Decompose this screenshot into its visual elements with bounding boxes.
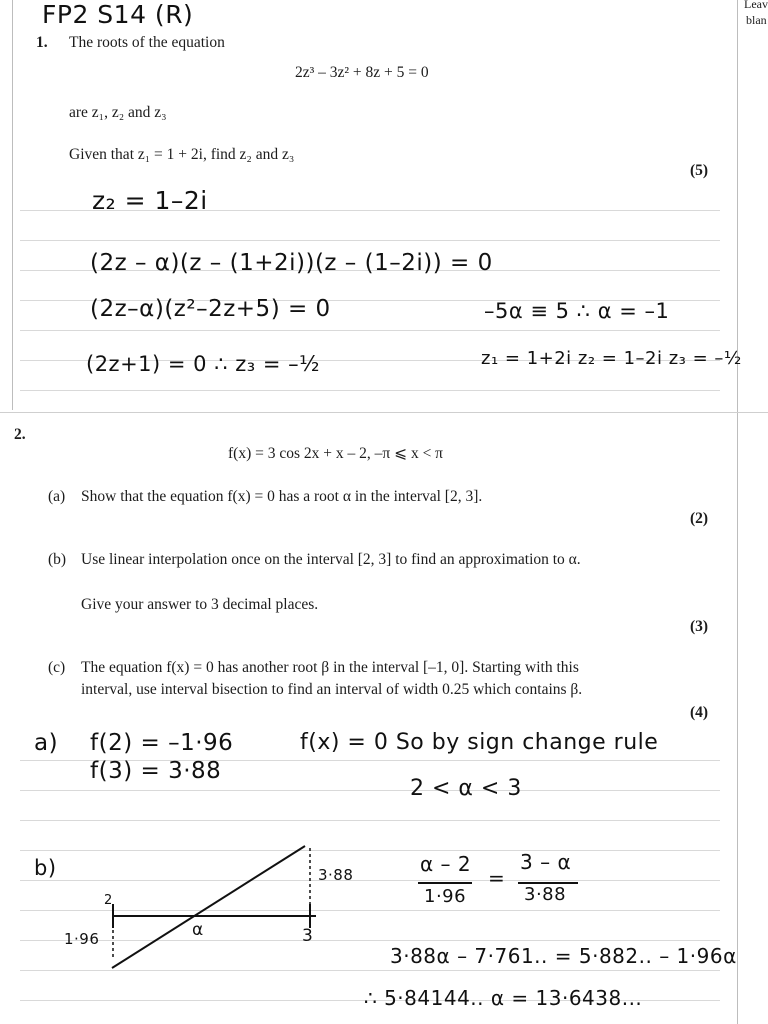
ratio-left-denominator: 1·96 xyxy=(424,886,467,907)
working-alpha: –5α ≡ 5 ∴ α = –1 xyxy=(484,299,670,323)
part-a-text: Show that the equation f(x) = 0 has a root α in the interval [2, 3]. xyxy=(81,488,483,505)
ratio-right-denominator: 3·88 xyxy=(524,884,567,905)
part-b-label: (b) xyxy=(48,551,67,568)
question-1-number: 1. xyxy=(36,34,48,51)
leave-blank-label-2: blan xyxy=(746,13,767,27)
ratio-right-numerator: 3 – α xyxy=(520,850,572,874)
working-b-label: b) xyxy=(34,856,57,880)
question-1-given: Given that z₁ = 1 + 2i, find z₂ and z₃ xyxy=(69,146,295,163)
question-2-number: 2. xyxy=(14,426,26,443)
ratio-left-numerator: α – 2 xyxy=(420,852,472,876)
question-1-equation: 2z³ – 3z² + 8z + 5 = 0 xyxy=(295,64,429,81)
part-c-marks: (4) xyxy=(690,704,709,721)
working-z2: z₂ = 1–2i xyxy=(92,186,208,215)
question-2-function: f(x) = 3 cos 2x + x – 2, –π ⩽ x < π xyxy=(228,445,444,462)
question-1-intro: The roots of the equation xyxy=(69,34,225,51)
working-summary: z₁ = 1+2i z₂ = 1–2i z₃ = –½ xyxy=(481,348,742,369)
working-z3: (2z+1) = 0 ∴ z₃ = –½ xyxy=(86,352,320,376)
question-1-roots: are z₁, z₂ and z₃ xyxy=(69,104,167,121)
working-sign-change: f(x) = 0 So by sign change rule xyxy=(300,730,659,755)
margin-title: FP2 S14 (R) xyxy=(42,0,194,29)
leave-blank-label: Leav xyxy=(744,0,768,11)
part-b-text: Use linear interpolation once on the interval [2, 3] to find an approximation to α. xyxy=(81,551,581,568)
part-b-marks: (3) xyxy=(690,618,709,635)
working-factorisation: (2z – α)(z – (1+2i))(z – (1–2i)) = 0 xyxy=(90,250,493,276)
sketch-label-3: 3 xyxy=(302,926,314,946)
part-c-label: (c) xyxy=(48,659,66,676)
sketch-label-alpha: α xyxy=(192,920,204,940)
sketch-label-196: 1·96 xyxy=(64,930,100,948)
working-a-label: a) xyxy=(34,730,59,756)
sketch-chord xyxy=(112,846,305,968)
part-b-text-2: Give your answer to 3 decimal places. xyxy=(81,596,319,613)
working-alpha-equation: ∴ 5·84144.. α = 13·6438... xyxy=(364,986,643,1010)
part-a-label: (a) xyxy=(48,488,66,505)
part-c-text-2: interval, use interval bisection to find an interval of width 0.25 which contains β. xyxy=(81,681,583,698)
ratio-equals: = xyxy=(488,866,506,890)
part-c-text: The equation f(x) = 0 has another root β in the interval [–1, 0]. Starting with this xyxy=(81,659,579,676)
working-quadratic-factor: (2z–α)(z²–2z+5) = 0 xyxy=(90,296,331,322)
sketch-label-2: 2 xyxy=(104,893,113,908)
working-interval: 2 < α < 3 xyxy=(410,776,522,801)
working-linear-equation: 3·88α – 7·761.. = 5·882.. – 1·96α xyxy=(390,944,737,968)
sketch-label-388: 3·88 xyxy=(318,866,354,884)
question-1-marks: (5) xyxy=(690,162,709,179)
working-f3: f(3) = 3·88 xyxy=(90,758,222,784)
part-a-marks: (2) xyxy=(690,510,709,527)
working-f2: f(2) = –1·96 xyxy=(90,730,234,756)
